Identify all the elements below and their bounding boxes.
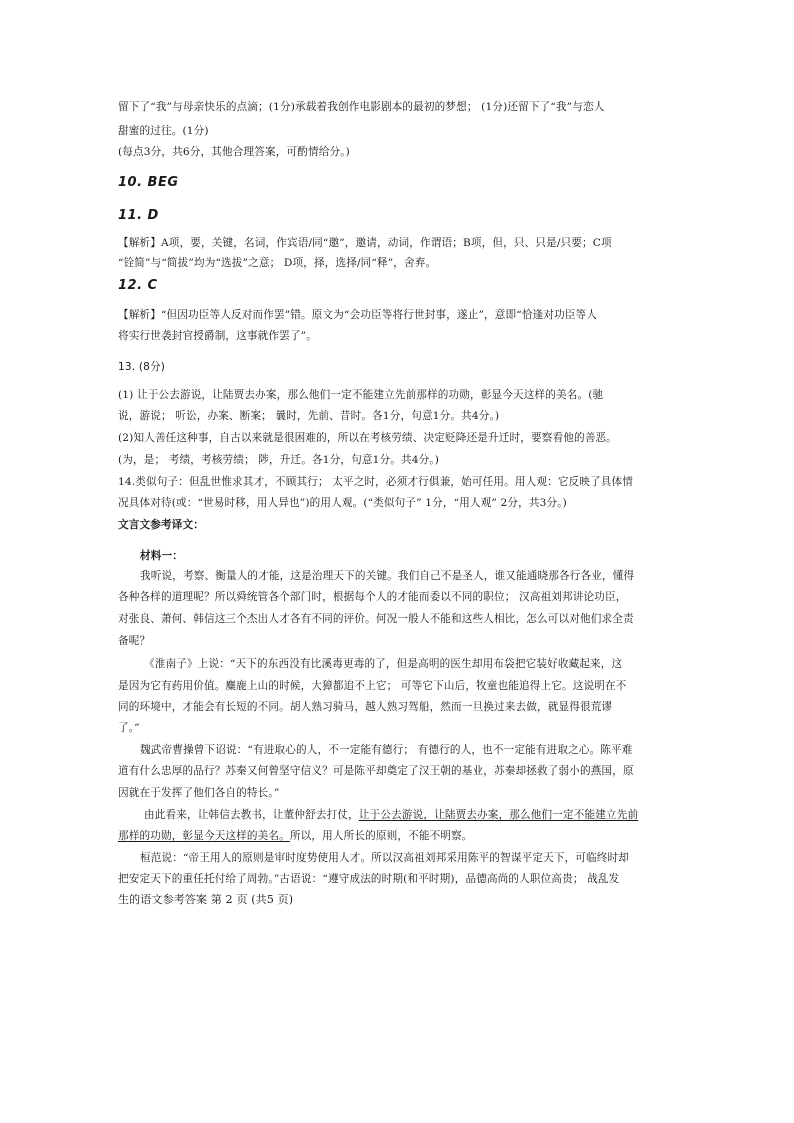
- material-heading: 材料一：: [140, 550, 183, 562]
- question-14-line-1: 14.类似句子：但乱世惟求其才，不顾其行； 太平之时，必须才行俱兼，始可任用。用人观：它反映了具体情: [118, 476, 634, 488]
- paragraph-3-line-1: 魏武帝曹操曾下诏说：“有进取心的人，不一定能有德行； 有德行的人，也不一定能有进取之心。陈平难: [140, 744, 633, 756]
- paragraph-1-line-4: 备呢？: [118, 635, 151, 647]
- question-11-analysis-line-1: 【解析】A项，要，关键，名词，作宾语/同“邀”，邀请，动词，作谓语；B项，但，只、只是/只要；C项: [118, 237, 612, 249]
- paragraph-2-line-1: 《淮南子》上说：“天下的东西没有比溪毒更毒的了，但是高明的医生却用布袋把它装好收藏起来，这: [144, 658, 623, 670]
- question-13-line-2: 说，游说； 听讼，办案、断案； 曩时，先前、昔时。各1分，句意1分。共4分。): [118, 410, 500, 422]
- question-14-line-2: 况具体对待(或：“世易时移，用人异也”)的用人观。(“类似句子” 1分，“用人观” 2分，共3分。): [118, 497, 567, 509]
- paragraph-2-line-4: 了。”: [118, 722, 140, 734]
- scoring-note: (每点3分，共6分，其他合理答案，可酌情给分。): [118, 146, 350, 158]
- question-12-answer: 12. C: [118, 278, 158, 293]
- question-10-answer: 10. BEG: [118, 175, 179, 190]
- question-11-answer: 11. D: [118, 208, 159, 223]
- paragraph-5-line-1: 桓范说：“帝王用人的原则是审时度势使用人才。所以汉高祖刘邦采用陈平的智谋平定天下，可临终时却: [140, 852, 630, 864]
- question-12-analysis-line-1: 【解析】“但因功臣等人反对而作罢”错。原文为“会功臣等将行世封事，遂止”，意即“恰逢对功臣等人: [118, 309, 598, 321]
- question-13-line-4: (为，是； 考绩，考核劳绩； 陟，升迁。各1分，句意1分。共4分。): [118, 454, 440, 466]
- paragraph-1-line-2: 各种各样的道理呢？所以舜统管各个部门时，根据每个人的才能而委以不同的职位； 汉高祖刘邦讲论功臣，: [118, 591, 627, 603]
- question-13-line-1: (1) 让于公去游说，让陆贾去办案，那么他们一定不能建立先前那样的功勋，彰显今天这样的美名。(驰: [118, 389, 604, 401]
- translation-heading: 文言文参考译文：: [118, 519, 204, 531]
- paragraph-1-line-1: 我听说，考察、衡量人的才能，这是治理天下的关键。我们自己不是圣人，谁又能通晓那各行各业，懂得: [140, 570, 635, 582]
- paragraph-2-line-2: 是因为它有药用价值。麋鹿上山的时候，大獐都追不上它； 可等它下山后，牧童也能追得上它。这说明在不: [118, 680, 627, 692]
- paragraph-3-line-3: 因就在于发挥了他们各自的特长。”: [118, 787, 280, 799]
- question-11-analysis-line-2: “铨简”与“简拔”均为“选拔”之意； D项，择，选择/同“释”，舍弃。: [118, 257, 437, 269]
- page-footer: 生的语文参考答案 第 2 页 (共5 页): [118, 893, 294, 906]
- question-13-heading: 13. (8分): [118, 361, 166, 373]
- paragraph-2-line-3: 同的环境中，才能会有长短的不同。胡人熟习骑马，越人熟习驾船，然而一旦换过来去做，就显得很荒谬: [118, 701, 613, 713]
- answer-line-1: 留下了“我”与母亲快乐的点滴；(1分)承载着我创作电影剧本的最初的梦想； (1分)还留下了“我”与恋人: [118, 101, 605, 113]
- paragraph-4-line-2-plain: 所以，用人所长的原则，不能不明察。: [289, 830, 473, 842]
- paragraph-4-line-1-underlined: 让于公去游说，让陆贾去办案，那么他们一定不能建立先前: [358, 809, 639, 821]
- question-12-analysis-line-2: 将实行世袭封官授爵制，这事就作罢了”。: [118, 330, 317, 342]
- paragraph-4-line-1: [144, 808, 638, 822]
- paragraph-5-line-2: 把安定天下的重任托付给了周勃。”古语说：“遵守成法的时期(和平时期)，品德高尚的人职位高贵； 战乱发: [118, 873, 620, 885]
- paragraph-4-line-2-underlined: 那样的功勋，彰显今天这样的美名。: [118, 830, 290, 842]
- paragraph-3-line-2: 道有什么忠厚的品行？苏秦又何曾坚守信义？可是陈平却奠定了汉王朝的基业，苏秦却拯救了弱小的燕国，原: [118, 765, 634, 777]
- answer-line-2: 甜蜜的过往。(1分): [118, 125, 209, 137]
- paragraph-4-line-2: [118, 829, 473, 843]
- paragraph-4-line-1-plain: 由此看来，让韩信去教书，让董仲舒去打仗，: [144, 809, 359, 821]
- question-13-line-3: (2)知人善任这种事，自古以来就是很困难的，所以在考核劳绩、决定贬降还是升迁时，要察看他的善恶。: [118, 432, 617, 444]
- paragraph-1-line-3: 对张良、萧何、韩信这三个杰出人才各有不同的评价。何况一般人不能和这些人相比，怎么可以对他们求全责: [118, 613, 634, 625]
